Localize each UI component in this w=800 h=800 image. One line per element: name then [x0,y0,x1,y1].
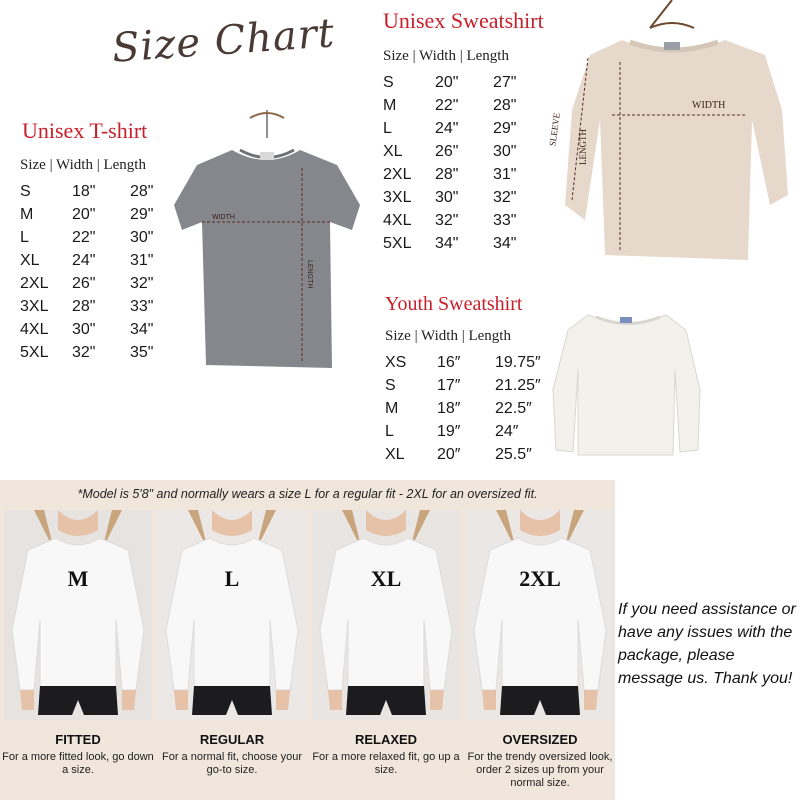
assistance-message: If you need assistance or have any issues with the package, please message us. Thank you! [618,601,796,687]
model-note: *Model is 5'8" and normally wears a size L for a regular fit - 2XL for an oversized fit. [77,487,538,501]
length-cell: 34" [130,320,154,338]
length-cell: 35" [130,343,154,361]
width-cell: 22" [72,228,96,246]
width-cell: 24" [435,119,459,137]
length-cell: 27" [493,73,517,91]
width-cell: 24" [72,251,96,269]
model-size-letter: M [67,566,89,591]
length-cell: 30" [493,142,517,160]
size-cell: 2XL [383,165,412,183]
tshirt-length-label: LENGTH [306,260,313,289]
unisex-tshirt-table [20,157,153,364]
length-cell: 21.25″ [495,376,541,394]
size-cell: XL [383,142,403,160]
length-cell: 31" [493,165,517,183]
model-size-letter: 2XL [519,566,561,591]
length-cell: 28" [130,182,154,200]
fit-title: FITTED [55,732,101,747]
model-size-letter: L [224,566,240,591]
width-cell: 34" [435,234,459,252]
table-row [383,71,516,94]
model-photo-regular [158,510,306,720]
width-cell: 18" [72,182,96,200]
size-cell: M [385,399,399,417]
length-cell: 25.5″ [495,445,532,463]
width-cell: 22" [435,96,459,114]
table-row [385,397,541,420]
width-cell: 16″ [437,353,461,371]
model-photo-oversized [466,510,614,720]
length-cell: 28" [493,96,517,114]
table-row [20,180,153,203]
table-row [20,272,153,295]
fit-description: For a normal fit, choose your go-to size. [161,751,302,776]
sweatshirt-width-label: WIDTH [692,100,726,111]
length-cell: 33" [130,297,154,315]
unisex-tshirt-title: Unisex T-shirt [22,118,148,143]
table-header: Size | Width | Length [385,328,511,344]
width-cell: 26" [435,142,459,160]
size-cell: M [383,96,397,114]
width-cell: 19″ [437,422,461,440]
length-cell: 32" [493,188,517,206]
length-cell: 22.5″ [495,399,532,417]
table-row [383,209,516,232]
table-row [20,249,153,272]
table-row [385,374,541,397]
size-cell: 4XL [20,320,49,338]
width-cell: 20" [435,73,459,91]
size-cell: XL [20,251,40,269]
width-cell: 32" [72,343,96,361]
size-chart-title: Size Chart [110,10,337,72]
length-cell: 33" [493,211,517,229]
table-header: Size | Width | Length [383,48,509,64]
size-cell: 3XL [383,188,412,206]
table-row [20,203,153,226]
model-size-letter: XL [370,566,402,591]
size-cell: 5XL [383,234,412,252]
length-cell: 29" [130,205,154,223]
tshirt-width-label: WIDTH [212,214,235,221]
fit-description: For a more fitted look, go down a size. [2,751,154,776]
table-row [20,226,153,249]
table-row [383,163,516,186]
tshirt-illustration [172,110,362,370]
size-cell: 5XL [20,343,49,361]
youth-sweatshirt-table [385,328,541,466]
table-row [383,94,516,117]
width-cell: 28" [72,297,96,315]
length-cell: 19.75″ [495,353,541,371]
width-cell: 32" [435,211,459,229]
size-cell: M [20,205,34,223]
table-header: Size | Width | Length [20,157,146,173]
length-cell: 29" [493,119,517,137]
size-cell: S [20,182,31,200]
sweatshirt-sleeve-label: SLEEVE [547,112,562,147]
width-cell: 17″ [437,376,461,394]
size-cell: S [383,73,394,91]
length-cell: 32" [130,274,154,292]
width-cell: 30" [435,188,459,206]
size-cell: 2XL [20,274,49,292]
sweatshirt-length-label: LENGTH [578,129,588,165]
size-cell: XL [385,445,405,463]
model-photo-relaxed [312,510,460,720]
width-cell: 20″ [437,445,461,463]
table-row [383,117,516,140]
width-cell: 28" [435,165,459,183]
size-cell: L [20,228,29,246]
table-row [20,341,153,364]
fit-title: REGULAR [199,732,265,747]
width-cell: 20" [72,205,96,223]
table-row [20,295,153,318]
size-cell: L [385,422,394,440]
sweatshirt-illustration [547,0,800,275]
length-cell: 34" [493,234,517,252]
size-cell: S [385,376,396,394]
fit-title: RELAXED [354,732,418,747]
width-cell: 26" [72,274,96,292]
width-cell: 18″ [437,399,461,417]
size-cell: 3XL [20,297,49,315]
size-cell: L [383,119,392,137]
fit-title: OVERSIZED [502,732,578,747]
youth-sweatshirt-illustration [548,300,708,465]
size-cell: 4XL [383,211,412,229]
size-cell: XS [385,353,407,371]
width-cell: 30" [72,320,96,338]
table-row [383,186,516,209]
length-cell: 31" [130,251,154,269]
youth-sweatshirt-title: Youth Sweatshirt [385,293,523,315]
unisex-sweatshirt-title: Unisex Sweatshirt [383,8,544,33]
model-photo-fitted [4,510,152,720]
table-row [383,232,516,255]
table-row [385,443,541,466]
table-row [385,420,541,443]
unisex-sweatshirt-table [383,48,516,255]
length-cell: 30" [130,228,154,246]
table-row [20,318,153,341]
table-row [383,140,516,163]
fit-description: For a more relaxed fit, go up a size. [312,751,460,776]
length-cell: 24″ [495,422,519,440]
fit-description: For the trendy oversized look, order 2 sizes up from your normal size. [467,751,613,789]
table-row [385,351,541,374]
